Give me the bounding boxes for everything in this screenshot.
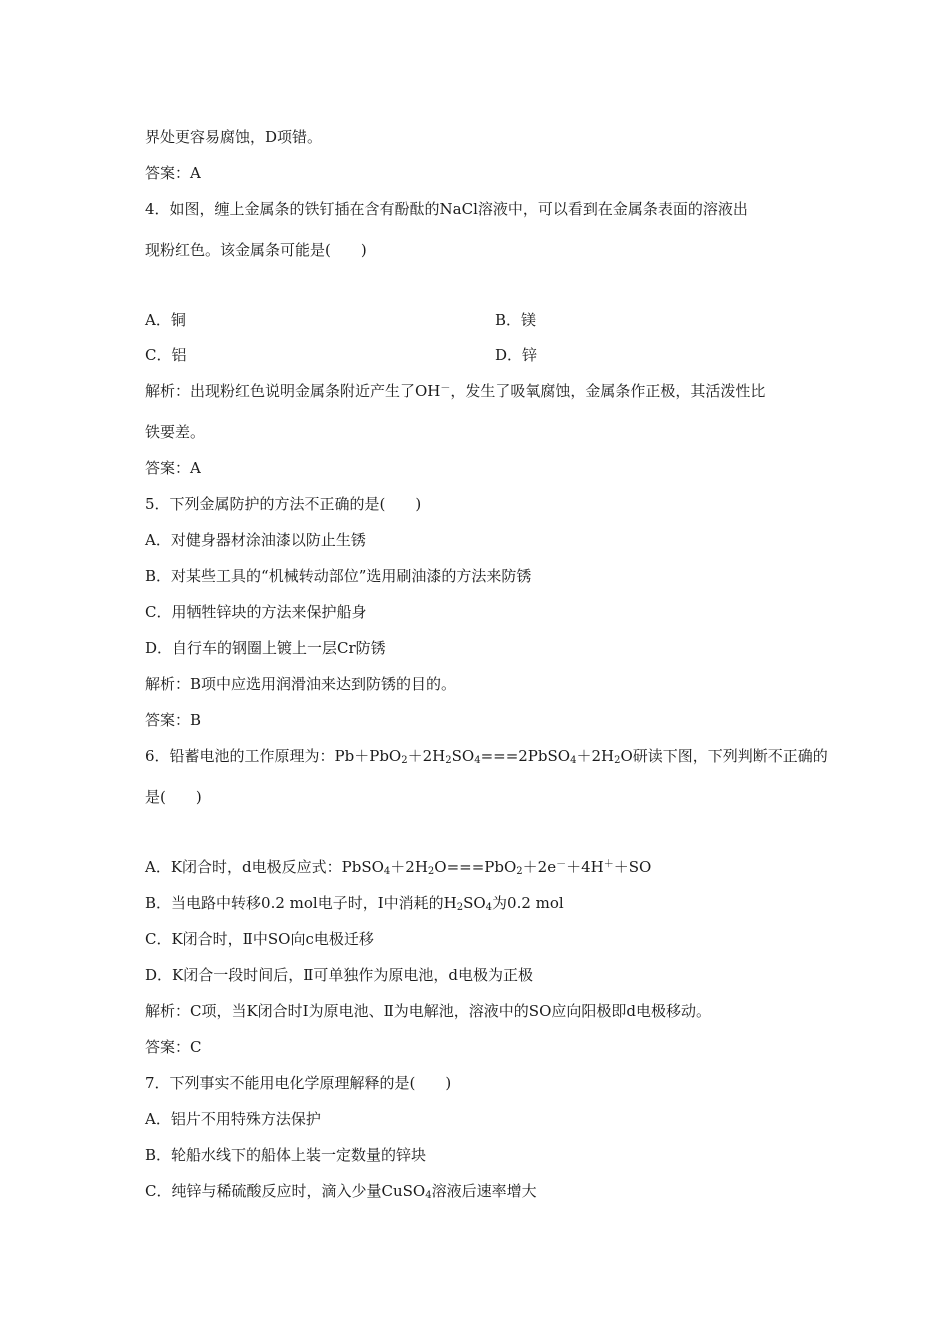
option-a: A．铝片不用特殊方法保护 — [145, 1110, 321, 1128]
question-5: 5．下列金属防护的方法不正确的是( ) — [145, 495, 422, 513]
answer-line: 答案：C — [145, 1038, 202, 1056]
text-line: 现粉红色。该金属条可能是( ) — [145, 241, 367, 259]
question-6: 6．铅蓄电池的工作原理为：$Pb+PbO_2+2H_2SO_4===2PbSO_4+2H_2O$研读下图，下列判断不正确的 — [145, 747, 828, 766]
explanation-line: 解析：B项中应选用润滑油来达到防锈的目的。 — [145, 675, 457, 693]
text-line: 界处更容易腐蚀，D项错。 — [145, 128, 323, 146]
option-a: A．对健身器材涂油漆以防止生锈 — [145, 531, 366, 549]
option-d: D．自行车的钢圈上镀上一层Cr防锈 — [145, 639, 386, 657]
explanation-line: 解析：C项，当K闭合时Ⅰ为原电池、Ⅱ为电解池，溶液中的SO应向阳极即d电极移动。 — [145, 1002, 711, 1020]
explanation-line: 解析：出现粉红色说明金属条附近产生了OH－，发生了吸氧腐蚀，金属条作正极，其活泼性比 — [145, 382, 766, 400]
text-line: 铁要差。 — [145, 423, 206, 441]
option-b: B．轮船水线下的船体上装一定数量的锌块 — [145, 1146, 427, 1164]
answer-line: 答案：A — [145, 459, 201, 477]
question-4: 4．如图，缠上金属条的铁钉插在含有酚酞的NaCl溶液中，可以看到在金属条表面的溶液出 — [145, 200, 748, 218]
option-b: B．对某些工具的“机械转动部位”选用刷油漆的方法来防锈 — [145, 567, 532, 585]
option-c: C．用牺牲锌块的方法来保护船身 — [145, 603, 367, 621]
option-a: A．铜 — [145, 311, 186, 329]
option-a: A．K闭合时，d电极反应式：$PbSO_4+2H_2O===PbO_2+2e^-+4H^++SO$ — [145, 858, 652, 877]
text-line: 是( ) — [145, 788, 202, 806]
option-b: B．镁 — [495, 311, 537, 329]
option-c: C．纯锌与稀硫酸反应时，滴入少量CuSO$_4$溶液后速率增大 — [145, 1182, 537, 1201]
option-d: D．K闭合一段时间后，Ⅱ可单独作为原电池，d电极为正极 — [145, 966, 534, 984]
answer-line: 答案：A — [145, 164, 201, 182]
option-c: C．K闭合时，Ⅱ中SO向c电极迁移 — [145, 930, 374, 948]
question-7: 7．下列事实不能用电化学原理解释的是( ) — [145, 1074, 452, 1092]
option-d: D．锌 — [495, 346, 538, 364]
answer-line: 答案：B — [145, 711, 202, 729]
option-c: C．铝 — [145, 346, 187, 364]
option-b: B．当电路中转移0.2 mol电子时，Ⅰ中消耗的$H_2SO_4$为0.2 mol — [145, 894, 564, 913]
